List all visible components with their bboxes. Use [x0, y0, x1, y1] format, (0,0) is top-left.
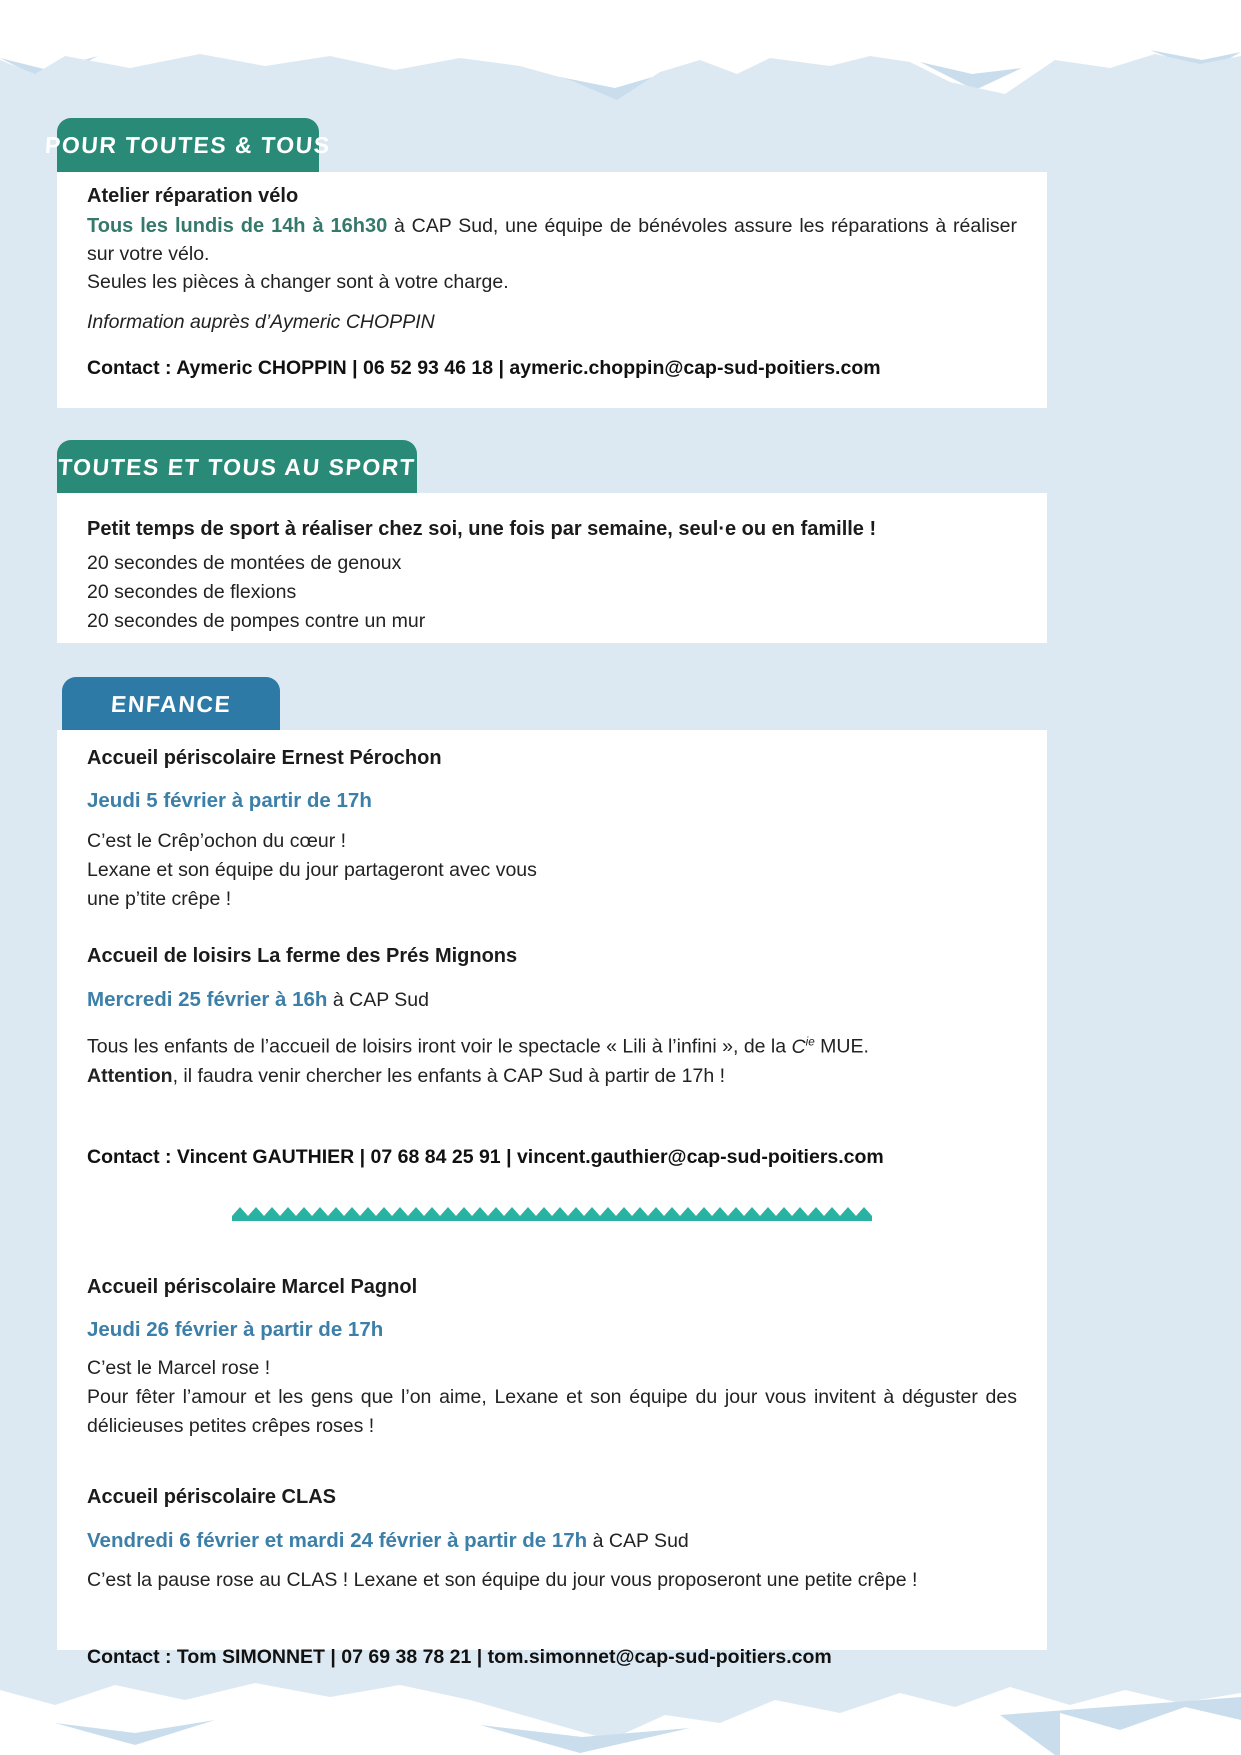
sport-item: 20 secondes de montées de genoux — [87, 552, 402, 574]
event-date: Mercredi 25 février à 16h — [87, 988, 328, 1011]
torn-paper-top — [0, 0, 1241, 120]
event-date-line — [87, 1527, 1017, 1556]
body-line — [87, 1027, 1017, 1062]
contact-line: Contact : Aymeric CHOPPIN | 06 52 93 46 18 | aymeric.choppin@cap-sud-poitiers.com — [87, 357, 881, 379]
body-paragraph: Pour fêter l’amour et les gens que l’on aime, Lexane et son équipe du jour vous invitent à déguster des délicieuses petites crêpes roses ! — [87, 1385, 1017, 1437]
event-title: Accueil de loisirs La ferme des Prés Mignons — [87, 945, 518, 967]
sport-intro: Petit temps de sport à réaliser chez soi, une fois par semaine, seul·e ou en famille ! — [87, 518, 877, 540]
section-header-label: TOUTES ET TOUS AU SPORT — [57, 453, 417, 480]
attention-rest: , il faudra venir chercher les enfants à CAP Sud à partir de 17h ! — [172, 1064, 726, 1087]
info-line: Information auprès d’Aymeric CHOPPIN — [87, 311, 435, 333]
body-line: Lexane et son équipe du jour partageront avec vous — [87, 859, 537, 881]
event-date-suffix: à CAP Sud — [587, 1529, 689, 1552]
body-text: Tous les enfants de l’accueil de loisirs iront voir le spectacle « Lili à l’infini », de la — [87, 1035, 792, 1058]
content-box-sport — [57, 493, 1047, 643]
section-tab-pour-tous — [44, 118, 332, 172]
torn-paper-bottom — [0, 1645, 1241, 1755]
event-date: Vendredi 6 février et mardi 24 février à partir de 17h — [87, 1528, 588, 1552]
event-date-line — [87, 986, 1017, 1015]
body-line: C’est le Crêp’ochon du cœur ! — [87, 830, 347, 852]
section-header-label: ENFANCE — [109, 690, 233, 717]
body-line: C’est la pause rose au CLAS ! Lexane et son équipe du jour vous proposeront une petite crêpe ! — [87, 1568, 918, 1591]
event-title: Accueil périscolaire Ernest Pérochon — [87, 747, 442, 769]
contact-line: Contact : Vincent GAUTHIER | 07 68 84 25 91 | vincent.gauthier@cap-sud-poitiers.com — [87, 1145, 884, 1168]
event-title: Accueil périscolaire Marcel Pagnol — [87, 1275, 418, 1298]
event-schedule-highlight: Tous les lundis de 14h à 16h30 — [87, 215, 388, 237]
sport-item: 20 secondes de flexions — [87, 581, 297, 603]
content-box-pour-tous — [57, 172, 1047, 408]
attention-label: Attention — [87, 1064, 173, 1087]
section-header-label: POUR TOUTES & TOUS — [44, 131, 332, 158]
cie-abbreviation: $C^{ie}$ — [791, 1035, 815, 1058]
event-title: Atelier réparation vélo — [87, 185, 299, 207]
event-date-suffix: à CAP Sud — [327, 989, 429, 1011]
body-line: C’est le Marcel rose ! — [87, 1356, 271, 1379]
sport-item: 20 secondes de pompes contre un mur — [87, 610, 426, 632]
event-schedule-paragraph — [87, 212, 1017, 268]
event-date: Jeudi 5 février à partir de 17h — [87, 789, 372, 812]
event-date: Jeudi 26 février à partir de 17h — [87, 1317, 384, 1341]
event-schedule-rest: à CAP Sud, une équipe de bénévoles assure les réparations à réaliser sur votre vélo. — [87, 215, 1017, 265]
body-line: Seules les pièces à changer sont à votre charge. — [87, 271, 509, 293]
zigzag-shape — [232, 1207, 872, 1221]
event-title: Accueil périscolaire CLAS — [87, 1485, 336, 1508]
section-tab-enfance — [62, 677, 280, 731]
zigzag-divider — [232, 1207, 872, 1221]
body-text: MUE. — [814, 1035, 869, 1058]
section-tab-sport — [57, 440, 417, 494]
contact-line: Contact : Tom SIMONNET | 07 69 38 78 21 | tom.simonnet@cap-sud-poitiers.com — [87, 1645, 832, 1668]
body-line: une p’tite crêpe ! — [87, 888, 232, 910]
body-line — [87, 1062, 1017, 1091]
content-box-enfance — [57, 730, 1047, 1668]
